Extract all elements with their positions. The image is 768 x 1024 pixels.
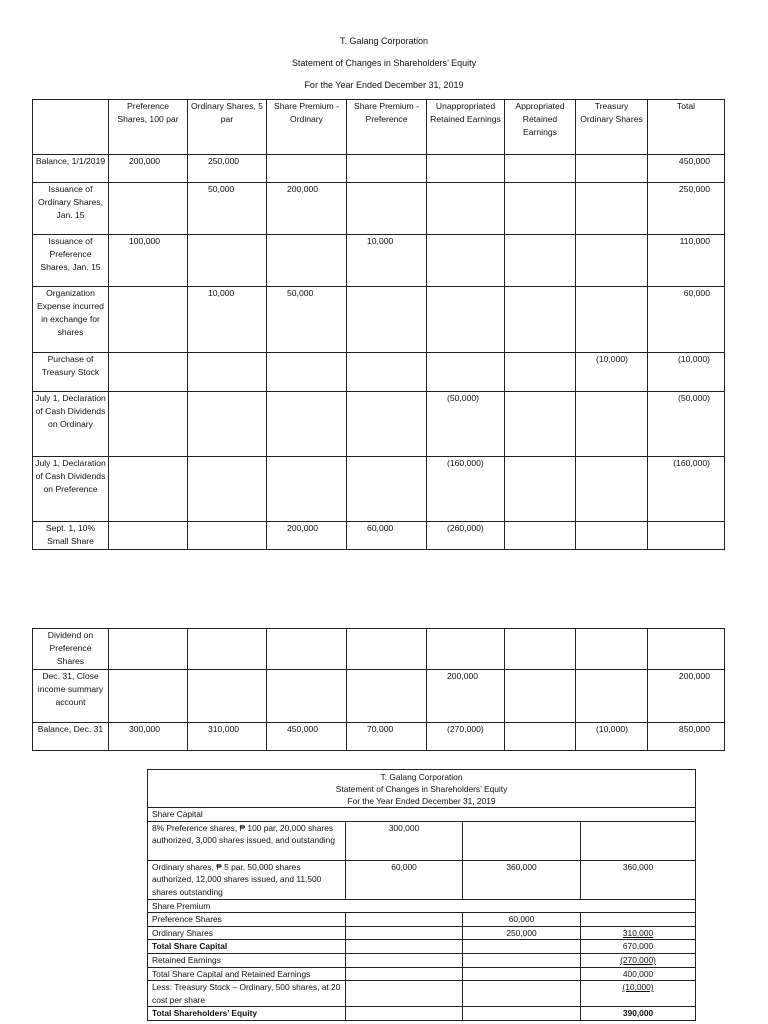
cell <box>576 457 648 522</box>
cell <box>188 235 267 287</box>
cell: 110,000 <box>648 235 725 287</box>
cell: 10,000 <box>347 235 427 287</box>
table-row <box>148 913 696 927</box>
statement-title: Statement of Changes in Shareholders’ Equity <box>291 58 477 68</box>
period-title: For the Year Ended December 31, 2019 <box>304 80 464 90</box>
cell: (50,000) <box>427 392 505 457</box>
cell <box>347 629 427 670</box>
col-share-premium-preference: Share Premium - Preference <box>347 100 427 155</box>
col-share-premium-ordinary: Share Premium - Ordinary <box>267 100 347 155</box>
cell <box>267 353 347 392</box>
cell <box>505 155 576 183</box>
cell: 60,000 <box>648 287 725 353</box>
cell <box>109 392 188 457</box>
cell <box>267 670 347 723</box>
cell <box>347 457 427 522</box>
cell <box>505 522 576 550</box>
table-row <box>33 287 725 353</box>
cell <box>109 287 188 353</box>
cell: 200,000 <box>427 670 505 723</box>
cell <box>576 522 648 550</box>
cell <box>648 522 725 550</box>
col-preference-shares: Preference Shares, 100 par <box>109 100 188 155</box>
table-row <box>33 235 725 287</box>
cell: 250,000 <box>188 155 267 183</box>
row-label: Total Share Capital and Retained Earnings <box>148 967 346 981</box>
cell <box>267 457 347 522</box>
cell: 450,000 <box>267 723 347 751</box>
row-label: Balance, 1/1/2019 <box>33 155 109 183</box>
cell: 310,000 <box>581 926 696 940</box>
cell <box>505 629 576 670</box>
cell: (10,000) <box>581 981 696 1007</box>
table-row <box>148 899 696 913</box>
row-label: Less: Treasury Stock – Ordinary, 500 shares, at 20 cost per share <box>148 981 346 1007</box>
cell: (50,000) <box>648 392 725 457</box>
table-row <box>148 926 696 940</box>
cell: 60,000 <box>347 522 427 550</box>
row-label: Dec. 31, Close income summary account <box>33 670 109 723</box>
row-label: Sept. 1, 10% Small Share <box>33 522 109 550</box>
row-label: Ordinary shares, ₱ 5 par, 50,000 shares authorized, 12,000 shares issued, and 11,500 shares outstanding <box>148 860 346 899</box>
cell: 200,000 <box>267 183 347 235</box>
cell <box>463 821 581 860</box>
row-label: Retained Earnings <box>148 953 346 967</box>
cell <box>188 670 267 723</box>
row-label: Share Premium <box>148 899 696 913</box>
cell <box>347 670 427 723</box>
cell <box>576 183 648 235</box>
row-label: Issuance of Ordinary Shares, Jan. 15 <box>33 183 109 235</box>
cell: 200,000 <box>648 670 725 723</box>
cell <box>188 522 267 550</box>
row-label: Balance, Dec. 31 <box>33 723 109 751</box>
cell: 50,000 <box>267 287 347 353</box>
cell: 450,000 <box>648 155 725 183</box>
cell <box>347 287 427 353</box>
cell <box>347 183 427 235</box>
cell <box>576 670 648 723</box>
row-label: July 1, Declaration of Cash Dividends on Preference <box>33 457 109 522</box>
cell: 250,000 <box>463 926 581 940</box>
cell: (10,000) <box>648 353 725 392</box>
cell <box>267 155 347 183</box>
cell <box>427 183 505 235</box>
cell: 670,000 <box>581 940 696 954</box>
cell: (10,000) <box>576 723 648 751</box>
cell <box>505 353 576 392</box>
cell <box>267 235 347 287</box>
cell: 50,000 <box>188 183 267 235</box>
cell <box>427 287 505 353</box>
cell <box>576 155 648 183</box>
cell: 250,000 <box>648 183 725 235</box>
table-row <box>148 940 696 954</box>
col-unappropriated-re: Unappropriated Retained Earnings <box>427 100 505 155</box>
row-label: Organization Expense incurred in exchange for shares <box>33 287 109 353</box>
row-label: Total Share Capital <box>148 940 346 954</box>
cell: (160,000) <box>427 457 505 522</box>
cell: 200,000 <box>109 155 188 183</box>
col-total: Total <box>648 100 725 155</box>
statement2-title-row <box>148 770 696 808</box>
cell <box>427 629 505 670</box>
cell <box>576 287 648 353</box>
cell: 10,000 <box>188 287 267 353</box>
cell <box>427 155 505 183</box>
cell: 200,000 <box>267 522 347 550</box>
cell <box>109 353 188 392</box>
cell <box>576 392 648 457</box>
cell: 100,000 <box>109 235 188 287</box>
table-row <box>33 392 725 457</box>
table-row <box>148 981 696 1007</box>
cell: (270,000) <box>581 953 696 967</box>
table-row <box>33 183 725 235</box>
cell <box>648 629 725 670</box>
row-label: Purchase of Treasury Stock <box>33 353 109 392</box>
cell: (260,000) <box>427 522 505 550</box>
cell <box>505 723 576 751</box>
table-row <box>148 1007 696 1021</box>
row-label: Preference Shares <box>148 913 346 927</box>
table-row <box>148 821 696 860</box>
cell <box>109 670 188 723</box>
cell: 300,000 <box>109 723 188 751</box>
cell <box>188 392 267 457</box>
cell: 390,000 <box>581 1007 696 1021</box>
cell <box>576 629 648 670</box>
col-appropriated-re: Appropriated Retained Earnings <box>505 100 576 155</box>
cell: 300,000 <box>346 821 463 860</box>
table-row <box>148 967 696 981</box>
cell <box>505 670 576 723</box>
cell <box>188 457 267 522</box>
cell <box>576 235 648 287</box>
header-row <box>33 100 725 155</box>
table-row <box>33 353 725 392</box>
table-row <box>148 808 696 822</box>
cell <box>581 821 696 860</box>
cell <box>109 183 188 235</box>
corner-cell <box>33 100 109 155</box>
table-row <box>148 953 696 967</box>
cell <box>109 522 188 550</box>
col-treasury: Treasury Ordinary Shares <box>576 100 648 155</box>
cell: (270,000) <box>427 723 505 751</box>
row-label: Share Capital <box>148 808 696 822</box>
cell: 360,000 <box>463 860 581 899</box>
cell: 60,000 <box>346 860 463 899</box>
table-row <box>33 629 725 670</box>
statement2-company: T. Galang Corporation <box>380 772 463 782</box>
cell: 310,000 <box>188 723 267 751</box>
cell <box>109 457 188 522</box>
cell: (10,000) <box>576 353 648 392</box>
row-label: Issuance of Preference Shares, Jan. 15 <box>33 235 109 287</box>
cell <box>109 629 188 670</box>
table-row <box>33 522 725 550</box>
cell: 850,000 <box>648 723 725 751</box>
table-row <box>33 457 725 522</box>
cell <box>505 235 576 287</box>
cell <box>505 183 576 235</box>
cell <box>505 457 576 522</box>
statement2-period: For the Year Ended December 31, 2019 <box>347 796 496 806</box>
cell <box>427 235 505 287</box>
row-label: Dividend on Preference Shares <box>33 629 109 670</box>
cell <box>505 392 576 457</box>
row-label: Total Shareholders’ Equity <box>148 1007 346 1021</box>
cell: 60,000 <box>463 913 581 927</box>
cell: 70,000 <box>347 723 427 751</box>
row-label: 8% Preference shares, ₱ 100 par, 20,000 shares authorized, 3,000 shares issued, and outstanding <box>148 821 346 860</box>
row-label: July 1, Declaration of Cash Dividends on Ordinary <box>33 392 109 457</box>
cell <box>188 629 267 670</box>
cell: (160,000) <box>648 457 725 522</box>
col-ordinary-shares: Ordinary Shares, 5 par <box>188 100 267 155</box>
cell <box>188 353 267 392</box>
cell <box>347 353 427 392</box>
equity-table-bottom <box>32 628 725 751</box>
cell: 400,000 <box>581 967 696 981</box>
table-row <box>148 860 696 899</box>
cell <box>347 392 427 457</box>
table-row <box>33 670 725 723</box>
row-label: Ordinary Shares <box>148 926 346 940</box>
company-title: T. Galang Corporation <box>339 36 429 46</box>
table-row <box>33 723 725 751</box>
table-row <box>33 155 725 183</box>
cell <box>347 155 427 183</box>
cell <box>267 629 347 670</box>
cell: 360,000 <box>581 860 696 899</box>
cell <box>505 287 576 353</box>
cell <box>427 353 505 392</box>
cell <box>267 392 347 457</box>
statement2-statement: Statement of Changes in Shareholders’ Equity <box>335 784 508 794</box>
statement2-table <box>147 769 696 1021</box>
equity-table-top <box>32 99 725 550</box>
